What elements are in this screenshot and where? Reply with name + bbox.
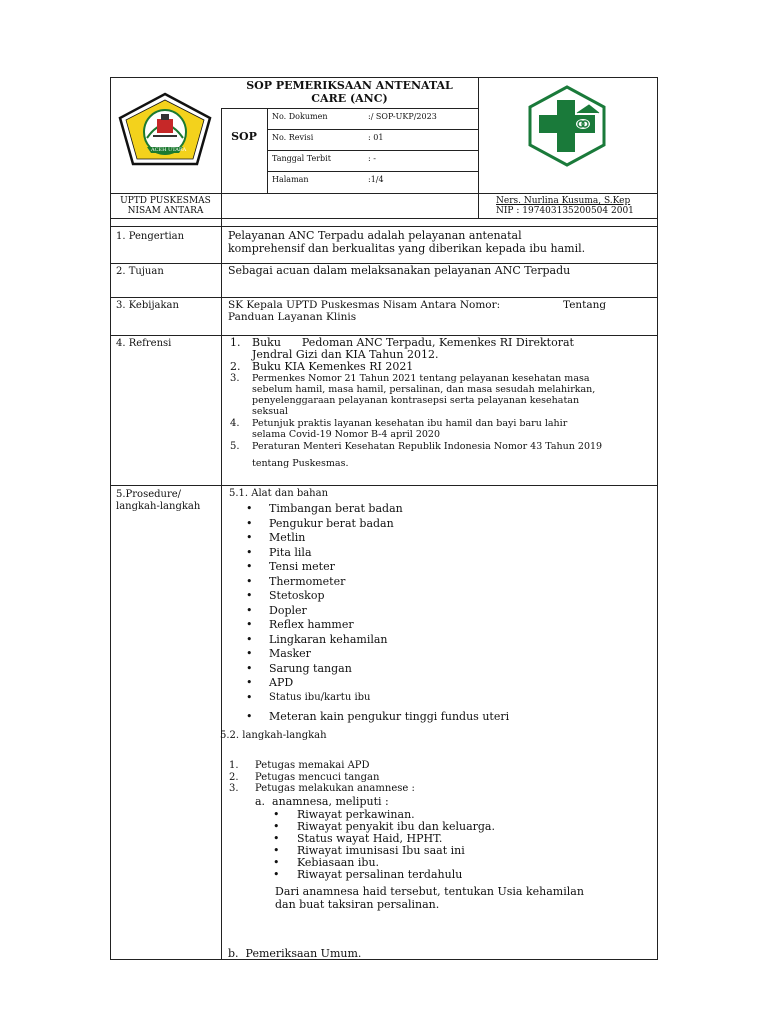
org-name-line1: UPTD PUSKESMAS xyxy=(120,196,211,206)
pengertian-label: 1. Pengertian xyxy=(116,231,185,242)
referensi-label: 4. Refrensi xyxy=(116,338,172,349)
alat-bullet: • xyxy=(246,603,253,617)
alat-item: Status ibu/kartu ibu xyxy=(269,691,371,703)
referensi-item-1-line2: Jendral Gizi dan KIA Tahun 2012. xyxy=(252,348,439,361)
alat-item: Pengukur berat badan xyxy=(269,516,394,530)
prosedur-label-line2: langkah-langkah xyxy=(116,501,201,512)
langkah-num-2: 2. xyxy=(229,772,239,783)
alat-item: Dopler xyxy=(269,603,307,617)
langkah-num-1: 1. xyxy=(229,760,239,771)
pengertian-line1: Pelayanan ANC Terpadu adalah pelayanan antenatal xyxy=(228,229,522,242)
anamnesa-item: Riwayat perkawinan. xyxy=(297,808,415,821)
alat-bullet: • xyxy=(246,661,253,675)
alat-heading: 5.1. Alat dan bahan xyxy=(229,488,329,499)
referensi-num-3: 3. xyxy=(230,373,240,384)
alat-bullet: • xyxy=(246,690,253,704)
referensi-num-5: 5. xyxy=(230,441,240,452)
langkah-item-2: Petugas mencuci tangan xyxy=(255,772,380,783)
aceh-utara-logo xyxy=(117,92,213,166)
tujuan-label: 2. Tujuan xyxy=(116,266,164,277)
referensi-item-4-line2: selama Covid-19 Nomor B-4 april 2020 xyxy=(252,429,440,440)
alat-bullet: • xyxy=(246,589,253,602)
referensi-num-1: 1. xyxy=(230,336,241,349)
alat-item: Stetoskop xyxy=(269,589,325,602)
signer-name: Ners. Nurlina Kusuma, S.Kep xyxy=(496,196,631,206)
langkah-item-1: Petugas memakai APD xyxy=(255,760,370,771)
prosedur-label-line1: 5.Prosedure/ xyxy=(116,489,182,500)
langkah-heading: 5.2. langkah-langkah xyxy=(220,730,327,741)
langkah-item-3: Petugas melakukan anamnese : xyxy=(255,783,415,794)
referensi-item-3-line3: penyelenggaraan pelayanan kontrasepsi serta pelayanan kesehatan xyxy=(252,395,580,406)
alat-bullet: • xyxy=(246,632,253,646)
alat-bullet: • xyxy=(246,647,253,660)
referensi-num-2: 2. xyxy=(230,360,241,373)
logo-ribbon-text: ACEH UTARA xyxy=(151,147,187,153)
referensi-num-4: 4. xyxy=(230,418,240,429)
meta-label-no-dokumen: No. Dokumen xyxy=(272,112,328,121)
meta-label-halaman: Halaman xyxy=(272,175,309,184)
langkah-num-3: 3. xyxy=(229,783,239,794)
sop-title-line1: SOP PEMERIKSAAN ANTENATAL xyxy=(246,79,453,92)
meta-value-halaman: :1/4 xyxy=(368,175,384,184)
alat-bullet: • xyxy=(246,710,253,723)
kebijakan-tentang: Tentang xyxy=(563,299,607,311)
meta-value-tanggal-terbit: : - xyxy=(368,154,376,163)
anamnesa-note-line2: dan buat taksiran persalinan. xyxy=(275,898,440,911)
anamnesa-item: Riwayat imunisasi Ibu saat ini xyxy=(297,844,465,857)
anamnesa-item: Riwayat persalinan terdahulu xyxy=(297,868,463,881)
alat-item: Masker xyxy=(269,647,311,660)
tujuan-text: Sebagai acuan dalam melaksanakan pelayanan ANC Terpadu xyxy=(228,264,571,277)
anamnesa-note-line1: Dari anamnesa haid tersebut, tentukan Usia kehamilan xyxy=(275,885,584,898)
anamnesa-bullet: • xyxy=(273,868,280,881)
anamnesa-item: Kebiasaan ibu. xyxy=(297,856,380,869)
alat-bullet: • xyxy=(246,574,253,588)
alat-item: Tensi meter xyxy=(269,560,335,573)
alat-item: Reflex hammer xyxy=(269,618,354,631)
meta-value-no-dokumen: :/ SOP-UKP/2023 xyxy=(368,112,437,121)
referensi-item-1-line1: Buku Pedoman ANC Terpadu, Kemenkes RI Direktorat xyxy=(252,336,574,349)
referensi-item-4-line1: Petunjuk praktis layanan kesehatan ibu hamil dan bayi baru lahir xyxy=(252,418,568,429)
meta-label-tanggal-terbit: Tanggal Terbit xyxy=(272,154,331,163)
referensi-item-5-line1: Peraturan Menteri Kesehatan Republik Indonesia Nomor 43 Tahun 2019 xyxy=(252,441,603,452)
referensi-item-3-line2: sebelum hamil, masa hamil, persalinan, dan masa sesudah melahirkan, xyxy=(252,384,596,395)
anamnesa-bullet: • xyxy=(273,832,280,845)
anamnesa-bullet: • xyxy=(273,808,280,821)
alat-bullet: • xyxy=(246,618,253,631)
referensi-item-3-line4: seksual xyxy=(252,406,288,417)
anamnesa-heading: a. anamnesa, meliputi : xyxy=(255,795,389,808)
meta-value-no-revisi: : 01 xyxy=(368,133,384,142)
meta-label-no-revisi: No. Revisi xyxy=(272,133,314,142)
alat-bullet: • xyxy=(246,560,253,573)
referensi-item-2-line1: Buku KIA Kemenkes RI 2021 xyxy=(252,360,414,373)
alat-item: Thermometer xyxy=(269,574,346,588)
anamnesa-item: Status wayat Haid, HPHT. xyxy=(297,832,443,845)
pemeriksaan-umum-heading: b. Pemeriksaan Umum. xyxy=(228,947,362,960)
alat-bullet: • xyxy=(246,502,253,515)
anamnesa-bullet: • xyxy=(273,820,280,833)
anamnesa-bullet: • xyxy=(273,856,280,869)
alat-bullet: • xyxy=(246,516,253,530)
anamnesa-bullet: • xyxy=(273,844,280,857)
kebijakan-label: 3. Kebijakan xyxy=(116,300,179,311)
alat-bullet: • xyxy=(246,545,253,559)
referensi-item-3-line1: Permenkes Nomor 21 Tahun 2021 tentang pelayanan kesehatan masa xyxy=(252,373,590,384)
kebijakan-line2: Panduan Layanan Klinis xyxy=(228,311,357,323)
referensi-item-5-line2: tentang Puskesmas. xyxy=(252,458,349,469)
alat-bullet: • xyxy=(246,531,253,544)
signer-nip: NIP : 197403135200504 2001 xyxy=(496,206,634,216)
sop-label: SOP xyxy=(231,130,257,143)
alat-item: Meteran kain pengukur tinggi fundus uteri xyxy=(269,710,510,723)
alat-item: Timbangan berat badan xyxy=(269,502,403,515)
alat-item: Lingkaran kehamilan xyxy=(269,632,388,646)
org-name-line2: NISAM ANTARA xyxy=(127,206,204,216)
alat-item: APD xyxy=(269,676,294,689)
sop-title-line2: CARE (ANC) xyxy=(311,92,388,105)
puskesmas-logo xyxy=(527,85,607,167)
alat-item: Sarung tangan xyxy=(269,661,352,675)
alat-item: Pita lila xyxy=(269,545,312,559)
alat-item: Metlin xyxy=(269,531,306,544)
alat-bullet: • xyxy=(246,676,253,689)
anamnesa-item: Riwayat penyakit ibu dan keluarga. xyxy=(297,820,495,833)
pengertian-line2: komprehensif dan berkualitas yang diberikan kepada ibu hamil. xyxy=(228,242,586,255)
kebijakan-line1: SK Kepala UPTD Puskesmas Nisam Antara Nomor: xyxy=(228,299,501,311)
